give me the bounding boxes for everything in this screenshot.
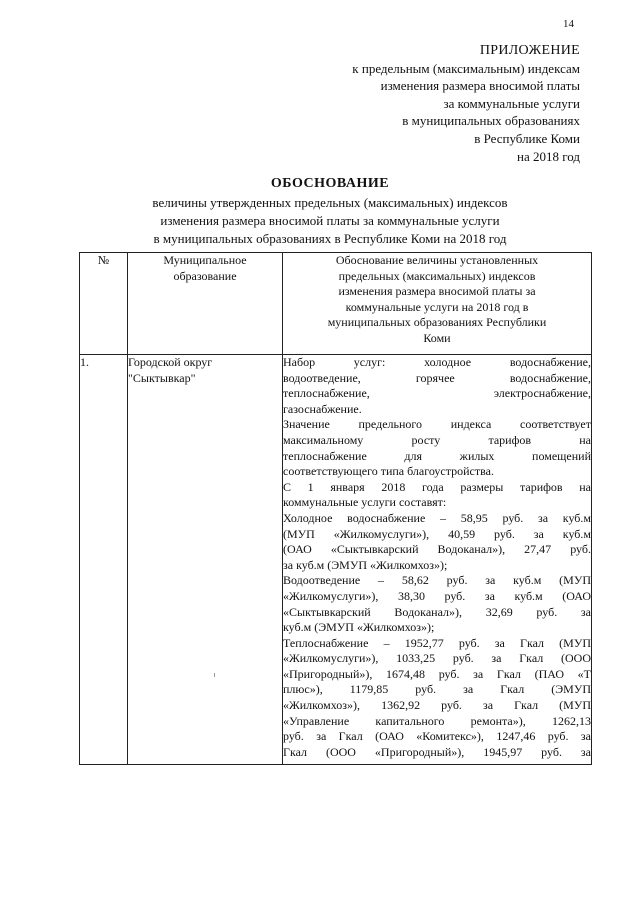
- content-line: Значение предельного индекса соответствует: [283, 417, 591, 432]
- content-line: Холодное водоснабжение – 58,95 руб. за куб.м: [283, 510, 591, 525]
- content-line: водоотведение, горячее водоснабжение,: [283, 370, 591, 385]
- row-municipality: [128, 355, 283, 765]
- content-line: (МУП «Жилкомуслуги»), 40,59 руб. за куб.м: [283, 526, 591, 541]
- header-justification-line: предельных (максимальных) индексов: [338, 268, 536, 283]
- header-justification-line: Обоснование величины установленных: [335, 253, 539, 267]
- heading-line: величины утвержденных предельных (максимальных) индексов: [152, 195, 508, 210]
- appendix-line: в Республике Коми: [474, 130, 580, 146]
- document-title: ОБОСНОВАНИЕ: [270, 176, 390, 191]
- appendix-line: на 2018 год: [517, 148, 580, 164]
- header-justification: [283, 253, 592, 355]
- content-line: Набор услуг: холодное водоснабжение,: [283, 355, 591, 369]
- content-line: Гкал (ООО «Пригородный»), 1945,97 руб. за: [283, 744, 591, 759]
- appendix-line: к предельным (максимальным) индексам: [352, 60, 580, 76]
- content-line: максимальному росту тарифов на: [283, 432, 591, 447]
- content-line: «Пригородный»), 1674,48 руб. за Гкал (ПАО «Т: [283, 666, 591, 681]
- row-number: 1.: [80, 355, 128, 765]
- content-line: Теплоснабжение – 1952,77 руб. за Гкал (МУП: [283, 635, 591, 650]
- municipality-line: Городской округ: [128, 355, 213, 369]
- content-line: «Жилкомхоз»), 1362,92 руб. за Гкал (МУП: [283, 698, 591, 713]
- content-line: руб. за Гкал (ОАО «Комитекс»), 1247,46 руб. за: [283, 729, 591, 744]
- content-line: «Управление капитального ремонта»), 1262,13: [283, 713, 591, 728]
- header-municipality-line: Муниципальное: [163, 253, 247, 267]
- table-header-row: [80, 253, 592, 355]
- header-justification-line: коммунальные услуги на 2018 год в: [345, 299, 529, 314]
- content-line: куб.м (ЭМУП «Жилкомхоз»);: [283, 620, 435, 635]
- content-line: теплоснабжение, электроснабжение,: [283, 386, 591, 401]
- content-line: (ОАО «Сыктывкарский Водоканал»), 27,47 руб.: [283, 542, 591, 557]
- header-municipality-line: образование: [173, 268, 237, 283]
- heading-line: изменения размера вносимой платы за коммунальные услуги: [160, 213, 500, 228]
- municipality-line: "Сыктывкар": [128, 370, 196, 385]
- header-number: №: [80, 253, 128, 355]
- content-line: плюс»), 1179,85 руб. за Гкал (ЭМУП: [283, 682, 591, 697]
- justification-table: [79, 252, 592, 765]
- appendix-line: изменения размера вносимой платы: [380, 78, 580, 94]
- header-justification-line: изменения размера вносимой платы за: [338, 284, 536, 298]
- content-line: газоснабжение.: [283, 401, 362, 416]
- page-number: 14: [563, 18, 574, 30]
- content-line: Водоотведение – 58,62 руб. за куб.м (МУП: [283, 573, 591, 588]
- content-line: «Жилкомуслуги»), 1033,25 руб. за Гкал (ООО: [283, 651, 591, 666]
- scan-artifact: [214, 673, 215, 677]
- content-line: за куб.м (ЭМУП «Жилкомхоз»);: [283, 557, 448, 572]
- content-line: коммунальные услуги составят:: [283, 495, 447, 510]
- content-line: теплоснабжение для жилых помещений: [283, 448, 591, 463]
- header-justification-line: Коми: [423, 330, 451, 345]
- heading-line: в муниципальных образованиях в Республике Коми на 2018 год: [153, 231, 507, 246]
- content-line: С 1 января 2018 года размеры тарифов на: [283, 479, 591, 494]
- table-row: [80, 355, 592, 765]
- appendix-line: в муниципальных образованиях: [402, 113, 580, 129]
- content-line: «Жилкомуслуги»), 38,30 руб. за куб.м (ОАО: [283, 588, 591, 603]
- row-justification: [283, 355, 592, 765]
- content-line: соответствующего типа благоустройства.: [283, 464, 494, 479]
- header-justification-line: муниципальных образованиях Республики: [327, 315, 547, 329]
- appendix-title: ПРИЛОЖЕНИЕ: [479, 43, 580, 58]
- appendix-line: за коммунальные услуги: [443, 95, 580, 111]
- content-line: «Сыктывкарский Водоканал»), 32,69 руб. за: [283, 604, 591, 619]
- appendix-block: [260, 42, 580, 165]
- document-heading: [60, 176, 600, 248]
- header-municipality: [128, 253, 283, 355]
